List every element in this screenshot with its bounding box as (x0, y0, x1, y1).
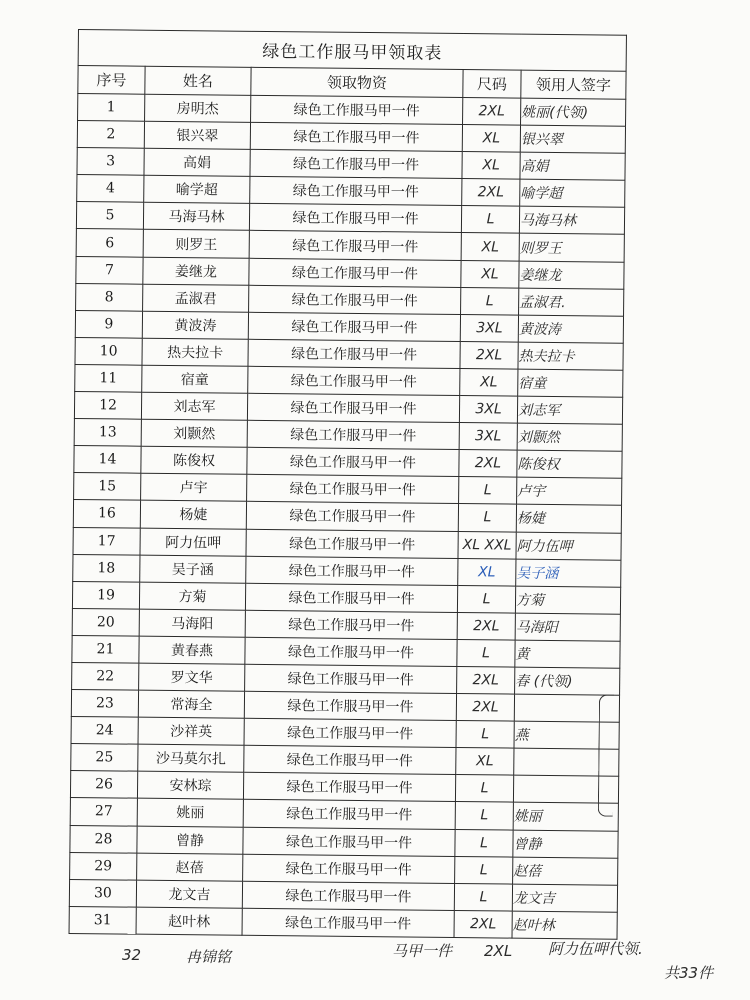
row-size: XL (462, 152, 520, 180)
row-item: 绿色工作服马甲一件 (251, 95, 463, 124)
footer-total: 共33件 (664, 964, 714, 982)
row-num: 28 (70, 825, 137, 853)
row-size: XL XXL (458, 531, 516, 559)
issuance-table (69, 29, 628, 940)
row-signature: 热夫拉卡 (518, 342, 623, 370)
row-size: XL (461, 233, 519, 261)
row-name: 罗文华 (139, 663, 245, 691)
row-item: 绿色工作服马甲一件 (242, 908, 454, 937)
row-size: L (455, 829, 513, 857)
row-name: 赵蓓 (137, 853, 243, 881)
row-num: 2 (77, 121, 144, 149)
row-item: 绿色工作服马甲一件 (246, 529, 458, 558)
row-size: 2XL (457, 612, 515, 640)
row-name: 沙马莫尔扎 (138, 744, 244, 772)
row-num: 1 (78, 94, 145, 122)
row-signature: 卢宇 (517, 477, 622, 505)
form-sheet (69, 29, 626, 940)
row-num: 9 (75, 310, 142, 338)
row-item: 绿色工作服马甲一件 (245, 637, 457, 666)
table-title: 绿色工作服马甲领取表 (78, 30, 626, 72)
row-num: 13 (74, 419, 141, 447)
row-size: L (459, 477, 517, 505)
row-item: 绿色工作服马甲一件 (244, 691, 456, 720)
row-item: 绿色工作服马甲一件 (249, 258, 461, 287)
row-signature: 孟淑君. (519, 288, 624, 316)
row-num: 15 (74, 473, 141, 501)
row-size: XL (458, 558, 516, 586)
row-signature: 银兴翠 (520, 125, 625, 153)
row-num: 30 (69, 879, 136, 907)
row-item: 绿色工作服马甲一件 (247, 420, 459, 449)
row-name: 赵叶林 (136, 907, 242, 935)
row-num: 18 (73, 554, 140, 582)
row-item: 绿色工作服马甲一件 (245, 664, 457, 693)
row-name: 孟淑君 (143, 284, 249, 312)
row-signature: 高娟 (520, 152, 625, 180)
row-signature: 则罗王 (519, 234, 624, 262)
row-signature: 曾静 (513, 830, 618, 858)
row-name: 高娟 (144, 148, 250, 176)
row-name: 杨婕 (140, 501, 246, 529)
row-size: XL (461, 260, 519, 288)
row-size: L (456, 721, 514, 749)
row-item: 绿色工作服马甲一件 (247, 475, 459, 504)
row-num: 24 (71, 717, 138, 745)
row-signature: 杨婕 (516, 505, 621, 533)
row-signature: 喻学超 (520, 179, 625, 207)
row-signature: 姜继龙 (519, 261, 624, 289)
row-size: 2XL (456, 694, 514, 722)
row-name: 姜继龙 (143, 257, 249, 285)
row-size: XL (460, 368, 518, 396)
row-item: 绿色工作服马甲一件 (243, 827, 455, 856)
row-signature: 赵蓓 (513, 857, 618, 885)
row-item: 绿色工作服马甲一件 (245, 610, 457, 639)
row-size: 2XL (460, 341, 518, 369)
footer-sign: 阿力伍呷代领. (548, 940, 643, 958)
row-name: 曾静 (137, 826, 243, 854)
row-num: 12 (74, 392, 141, 420)
row-item: 绿色工作服马甲一件 (247, 448, 459, 477)
row-name: 热夫拉卡 (142, 338, 248, 366)
footer-num: 32 (122, 946, 142, 964)
row-item: 绿色工作服马甲一件 (243, 773, 455, 802)
row-signature: 吴子涵 (516, 559, 621, 587)
row-size: 2XL (457, 666, 515, 694)
row-item: 绿色工作服马甲一件 (248, 312, 460, 341)
row-num: 10 (75, 337, 142, 365)
row-name: 马海阳 (139, 609, 245, 637)
row-num: 19 (72, 581, 139, 609)
row-item: 绿色工作服马甲一件 (244, 746, 456, 775)
row-name: 马海马林 (143, 203, 249, 231)
row-num: 22 (72, 662, 139, 690)
row-item: 绿色工作服马甲一件 (249, 231, 461, 260)
row-size: L (457, 639, 515, 667)
row-size: 3XL (459, 423, 517, 451)
row-size: L (461, 287, 519, 315)
row-num: 17 (73, 527, 140, 555)
row-signature: 龙文吉 (512, 884, 617, 912)
row-item: 绿色工作服马甲一件 (244, 718, 456, 747)
row-name: 沙祥英 (138, 717, 244, 745)
row-num: 27 (70, 798, 137, 826)
row-name: 安林琮 (137, 772, 243, 800)
row-name: 方菊 (139, 582, 245, 610)
header-size: 尺码 (463, 70, 521, 99)
row-num: 23 (71, 690, 138, 718)
row-name: 阿力伍呷 (140, 528, 246, 556)
row-num: 3 (77, 148, 144, 176)
header-item: 领取物资 (251, 67, 463, 97)
row-name: 宿童 (142, 365, 248, 393)
table-body (69, 94, 626, 940)
row-name: 常海全 (138, 690, 244, 718)
row-num: 20 (72, 608, 139, 636)
row-size: L (455, 802, 513, 830)
row-signature: 赵叶林 (512, 911, 617, 939)
row-size: 2XL (462, 179, 520, 207)
row-num: 11 (75, 364, 142, 392)
row-num: 29 (70, 852, 137, 880)
row-size: 2XL (454, 910, 512, 938)
header-sign: 领用人签字 (521, 70, 626, 99)
row-signature: 马海马林 (519, 207, 624, 235)
row-signature: 刘志军 (517, 396, 622, 424)
row-name: 黄春燕 (139, 636, 245, 664)
footer-size: 2XL (484, 942, 513, 960)
row-item: 绿色工作服马甲一件 (249, 285, 461, 314)
row-num: 16 (73, 500, 140, 528)
row-signature: 燕 (514, 721, 619, 749)
row-item: 绿色工作服马甲一件 (243, 800, 455, 829)
row-num: 14 (74, 446, 141, 474)
row-name: 陈俊权 (141, 446, 247, 474)
table-row (69, 906, 617, 939)
row-item: 绿色工作服马甲一件 (250, 177, 462, 206)
row-item: 绿色工作服马甲一件 (249, 204, 461, 233)
row-num: 25 (71, 744, 138, 772)
row-name: 龙文吉 (136, 880, 242, 908)
row-signature: 宿童 (518, 369, 623, 397)
row-size: XL (456, 748, 514, 776)
header-num: 序号 (78, 66, 145, 95)
row-item: 绿色工作服马甲一件 (242, 881, 454, 910)
row-signature: 黄波涛 (518, 315, 623, 343)
row-item: 绿色工作服马甲一件 (245, 583, 457, 612)
row-num: 4 (77, 175, 144, 203)
row-name: 刘志军 (141, 392, 247, 420)
row-signature: 马海阳 (515, 613, 620, 641)
row-num: 8 (76, 283, 143, 311)
row-signature: 陈俊权 (517, 450, 622, 478)
row-signature: 阿力伍呷 (516, 532, 621, 560)
row-size: 3XL (460, 314, 518, 342)
row-item: 绿色工作服马甲一件 (247, 393, 459, 422)
row-name: 银兴翠 (144, 121, 250, 149)
row-size: L (457, 585, 515, 613)
row-size: XL (462, 125, 520, 153)
row-name: 姚丽 (137, 799, 243, 827)
row-num: 31 (69, 906, 136, 934)
row-signature: 刘颢然 (517, 423, 622, 451)
row-size: L (454, 883, 512, 911)
row-item: 绿色工作服马甲一件 (250, 149, 462, 178)
row-name: 刘颢然 (141, 419, 247, 447)
row-signature: 姚丽(代领) (521, 98, 626, 126)
row-size: 2XL (463, 98, 521, 126)
row-size: L (455, 775, 513, 803)
row-name: 黄波涛 (142, 311, 248, 339)
row-size: L (455, 856, 513, 884)
row-signature: 春 (代领) (515, 667, 620, 695)
header-name: 姓名 (145, 66, 251, 95)
row-num: 21 (72, 635, 139, 663)
row-item: 绿色工作服马甲一件 (248, 339, 460, 368)
row-signature: 方菊 (515, 586, 620, 614)
row-num: 7 (76, 256, 143, 284)
row-size: 3XL (459, 396, 517, 424)
row-name: 喻学超 (144, 175, 250, 203)
row-name: 房明杰 (145, 94, 251, 122)
row-item: 绿色工作服马甲一件 (248, 366, 460, 395)
row-num: 26 (70, 771, 137, 799)
row-signature: 黄 (515, 640, 620, 668)
row-name: 吴子涵 (140, 555, 246, 583)
shared-signature-bracket (598, 694, 614, 816)
row-size: L (458, 504, 516, 532)
footer-item: 马甲一件 (392, 942, 453, 960)
row-num: 5 (76, 202, 143, 230)
row-item: 绿色工作服马甲一件 (246, 556, 458, 585)
row-signature: 姚丽 (513, 803, 618, 831)
row-item: 绿色工作服马甲一件 (250, 122, 462, 151)
row-name: 则罗王 (143, 230, 249, 258)
row-item: 绿色工作服马甲一件 (246, 502, 458, 531)
row-item: 绿色工作服马甲一件 (243, 854, 455, 883)
row-size: 2XL (459, 450, 517, 478)
row-name: 卢宇 (141, 473, 247, 501)
row-num: 6 (76, 229, 143, 257)
row-size: L (461, 206, 519, 234)
footer-name: 冉锦铭 (186, 948, 232, 966)
